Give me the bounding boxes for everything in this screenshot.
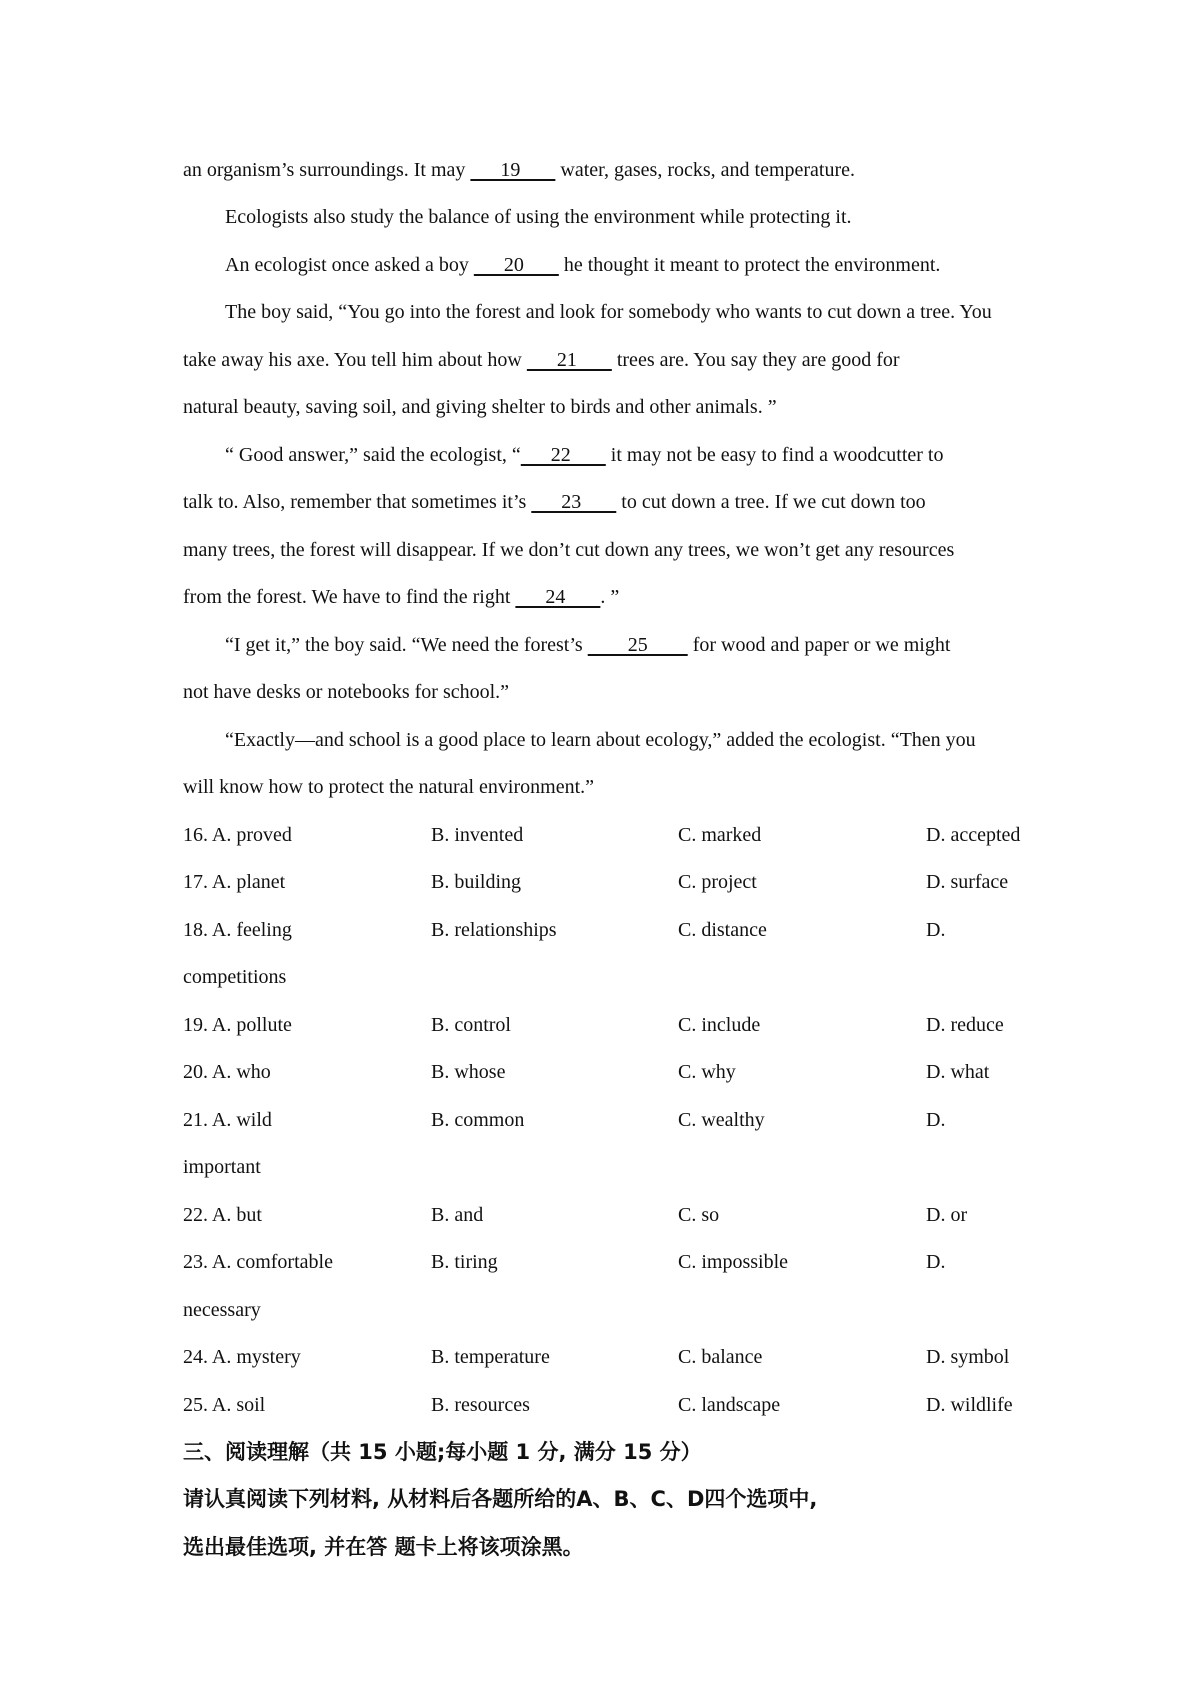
blank-24: 24 [515, 586, 601, 608]
option-c: C. include [678, 1014, 761, 1036]
option-c: C. landscape [678, 1394, 781, 1416]
question-22 [183, 1201, 1028, 1229]
section-instruction-line-2: 选出最佳选项, 并在答 题卡上将该项涂黑。 [183, 1535, 584, 1559]
passage-line-12: not have desks or notebooks for school.” [183, 681, 510, 703]
option-b: B. common [431, 1109, 525, 1131]
passage-line-8: talk to. Also, remember that sometimes it’s 23 to cut down a tree. If we cut down too [183, 491, 926, 513]
option-d-continuation: competitions [183, 966, 287, 988]
option-b: B. whose [431, 1061, 506, 1083]
option-d: D. wildlife [926, 1394, 1013, 1416]
option-d: D. [926, 919, 946, 941]
option-a: 17. A. planet [183, 871, 286, 893]
option-c: C. why [678, 1061, 736, 1083]
question-24 [183, 1343, 1028, 1371]
question-23 [183, 1248, 1028, 1276]
option-a: 19. A. pollute [183, 1014, 292, 1036]
option-b: B. invented [431, 824, 524, 846]
option-a: 25. A. soil [183, 1394, 266, 1416]
option-d: D. or [926, 1204, 968, 1226]
blank-21: 21 [526, 349, 612, 371]
passage-line-14: will know how to protect the natural environment.” [183, 776, 595, 798]
question-25 [183, 1391, 1028, 1419]
option-c: C. project [678, 871, 757, 893]
option-a: 16. A. proved [183, 824, 292, 846]
passage-line-7: “ Good answer,” said the ecologist, “ 22 it may not be easy to find a woodcutter to [225, 444, 944, 466]
option-b: B. relationships [431, 919, 557, 941]
question-21 [183, 1106, 1028, 1134]
question-18 [183, 916, 1028, 944]
section-instruction-line-1: 请认真阅读下列材料, 从材料后各题所给的A、B、C、D四个选项中, [183, 1487, 818, 1511]
option-b: B. building [431, 871, 522, 893]
passage-line-9: many trees, the forest will disappear. If we don’t cut down any trees, we won’t get any resources [183, 539, 955, 561]
option-d: D. [926, 1251, 946, 1273]
option-a: 18. A. feeling [183, 919, 292, 941]
option-c: C. marked [678, 824, 762, 846]
blank-20: 20 [473, 254, 559, 276]
blank-19: 19 [470, 159, 556, 181]
section-title: 三、阅读理解（共 15 小题;每小题 1 分, 满分 15 分） [183, 1440, 702, 1464]
option-c: C. balance [678, 1346, 763, 1368]
passage-line-4: The boy said, “You go into the forest and look for somebody who wants to cut down a tree. You [225, 301, 992, 323]
passage-line-10: from the forest. We have to find the right 24 . ” [183, 586, 620, 608]
question-16 [183, 821, 1028, 849]
option-a: 24. A. mystery [183, 1346, 301, 1368]
option-b: B. and [431, 1204, 484, 1226]
option-b: B. control [431, 1014, 511, 1036]
option-a: 23. A. comfortable [183, 1251, 333, 1273]
option-b: B. temperature [431, 1346, 550, 1368]
passage-line-13: “Exactly—and school is a good place to learn about ecology,” added the ecologist. “Then you [225, 729, 976, 751]
option-d-continuation: necessary [183, 1299, 261, 1321]
option-a: 20. A. who [183, 1061, 271, 1083]
blank-25: 25 [587, 634, 688, 656]
option-c: C. impossible [678, 1251, 789, 1273]
option-d: D. accepted [926, 824, 1021, 846]
option-d: D. symbol [926, 1346, 1010, 1368]
question-17 [183, 868, 1028, 896]
question-19 [183, 1011, 1028, 1039]
option-d: D. [926, 1109, 946, 1131]
option-b: B. tiring [431, 1251, 498, 1273]
passage-line-11: “I get it,” the boy said. “We need the forest’s 25 for wood and paper or we might [225, 634, 951, 656]
option-d-continuation: important [183, 1156, 261, 1178]
option-c: C. so [678, 1204, 720, 1226]
option-c: C. wealthy [678, 1109, 765, 1131]
passage-line-6: natural beauty, saving soil, and giving shelter to birds and other animals. ” [183, 396, 777, 418]
passage-line-3: An ecologist once asked a boy 20 he thought it meant to protect the environment. [225, 254, 941, 276]
passage-line-2: Ecologists also study the balance of using the environment while protecting it. [225, 206, 852, 228]
option-d: D. surface [926, 871, 1009, 893]
option-b: B. resources [431, 1394, 530, 1416]
passage-line-1: an organism’s surroundings. It may 19 water, gases, rocks, and temperature. [183, 159, 856, 181]
option-a: 21. A. wild [183, 1109, 272, 1131]
blank-23: 23 [531, 491, 617, 513]
passage-line-5: take away his axe. You tell him about how 21 trees are. You say they are good for [183, 349, 900, 371]
option-d: D. what [926, 1061, 990, 1083]
option-d: D. reduce [926, 1014, 1004, 1036]
blank-22: 22 [520, 444, 606, 466]
option-c: C. distance [678, 919, 767, 941]
option-a: 22. A. but [183, 1204, 262, 1226]
question-20 [183, 1058, 1028, 1086]
